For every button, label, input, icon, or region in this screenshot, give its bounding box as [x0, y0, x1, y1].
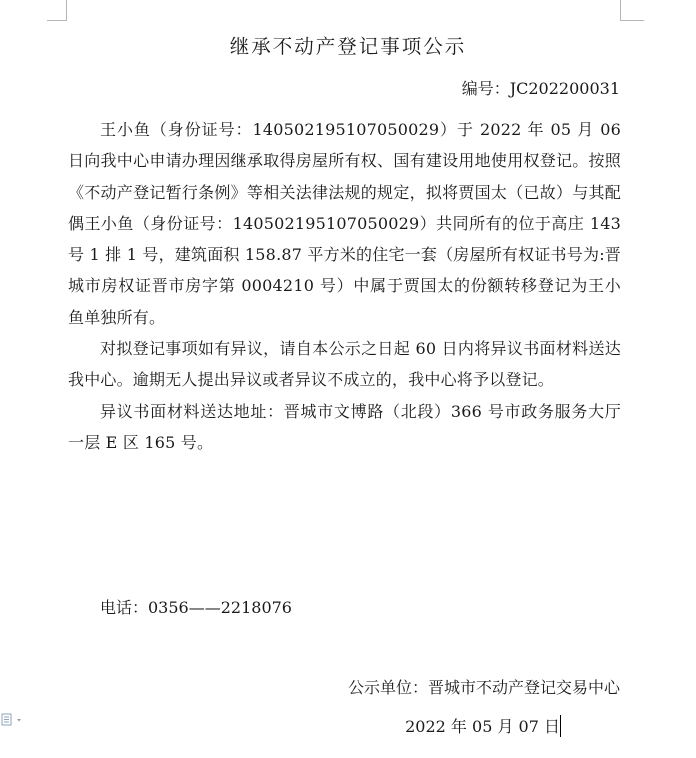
- paragraph-objection[interactable]: 对拟登记事项如有异议，请自本公示之日起 60 日内将异议书面材料送达我中心。逾期无人提出异议或者异议不成立的，我中心将予以登记。: [68, 339, 621, 390]
- text-cursor: [560, 715, 561, 737]
- paragraph-address[interactable]: 异议书面材料送达地址：晋城市文博路（北段）366 号市政务服务大厅一层 E 区 165 号。: [68, 401, 621, 452]
- document-title: 继承不动产登记事项公示: [229, 35, 467, 58]
- phone-line[interactable]: 电话：0356——2218076: [100, 598, 292, 617]
- paragraph-options-icon[interactable]: [0, 712, 28, 728]
- paragraph-application[interactable]: 王小鱼（身份证号：140502195107050029）于 2022 年 05 月 06 日向我中心申请办理因继承取得房屋所有权、国有建设用地使用权登记。按照《不动产登记暂行条例》等相关法律法规的规定，拟将贾国太（已故）与其配偶王小鱼（身份证号：140502195107050029）共同所有的位于高庄 143 号 1 排 1 号，建筑面积 158.87 平方米的住宅一套（房屋所有权证书号为:晋城市房权证晋市房字第 0004210 号）中属于贾国太的份额转移登记为王小鱼单独所有。: [68, 120, 621, 327]
- crop-mark-top-right: [620, 0, 621, 20]
- document-body[interactable]: [68, 114, 621, 458]
- crop-mark-top-left: [66, 0, 67, 20]
- crop-mark-top-left: [47, 20, 67, 21]
- signature-date[interactable]: 2022 年 05 月 07 日: [405, 717, 560, 736]
- crop-mark-top-right: [620, 20, 644, 21]
- signature-unit[interactable]: 公示单位：晋城市不动产登记交易中心: [347, 678, 620, 697]
- document-number: 编号：JC202200031: [461, 79, 620, 98]
